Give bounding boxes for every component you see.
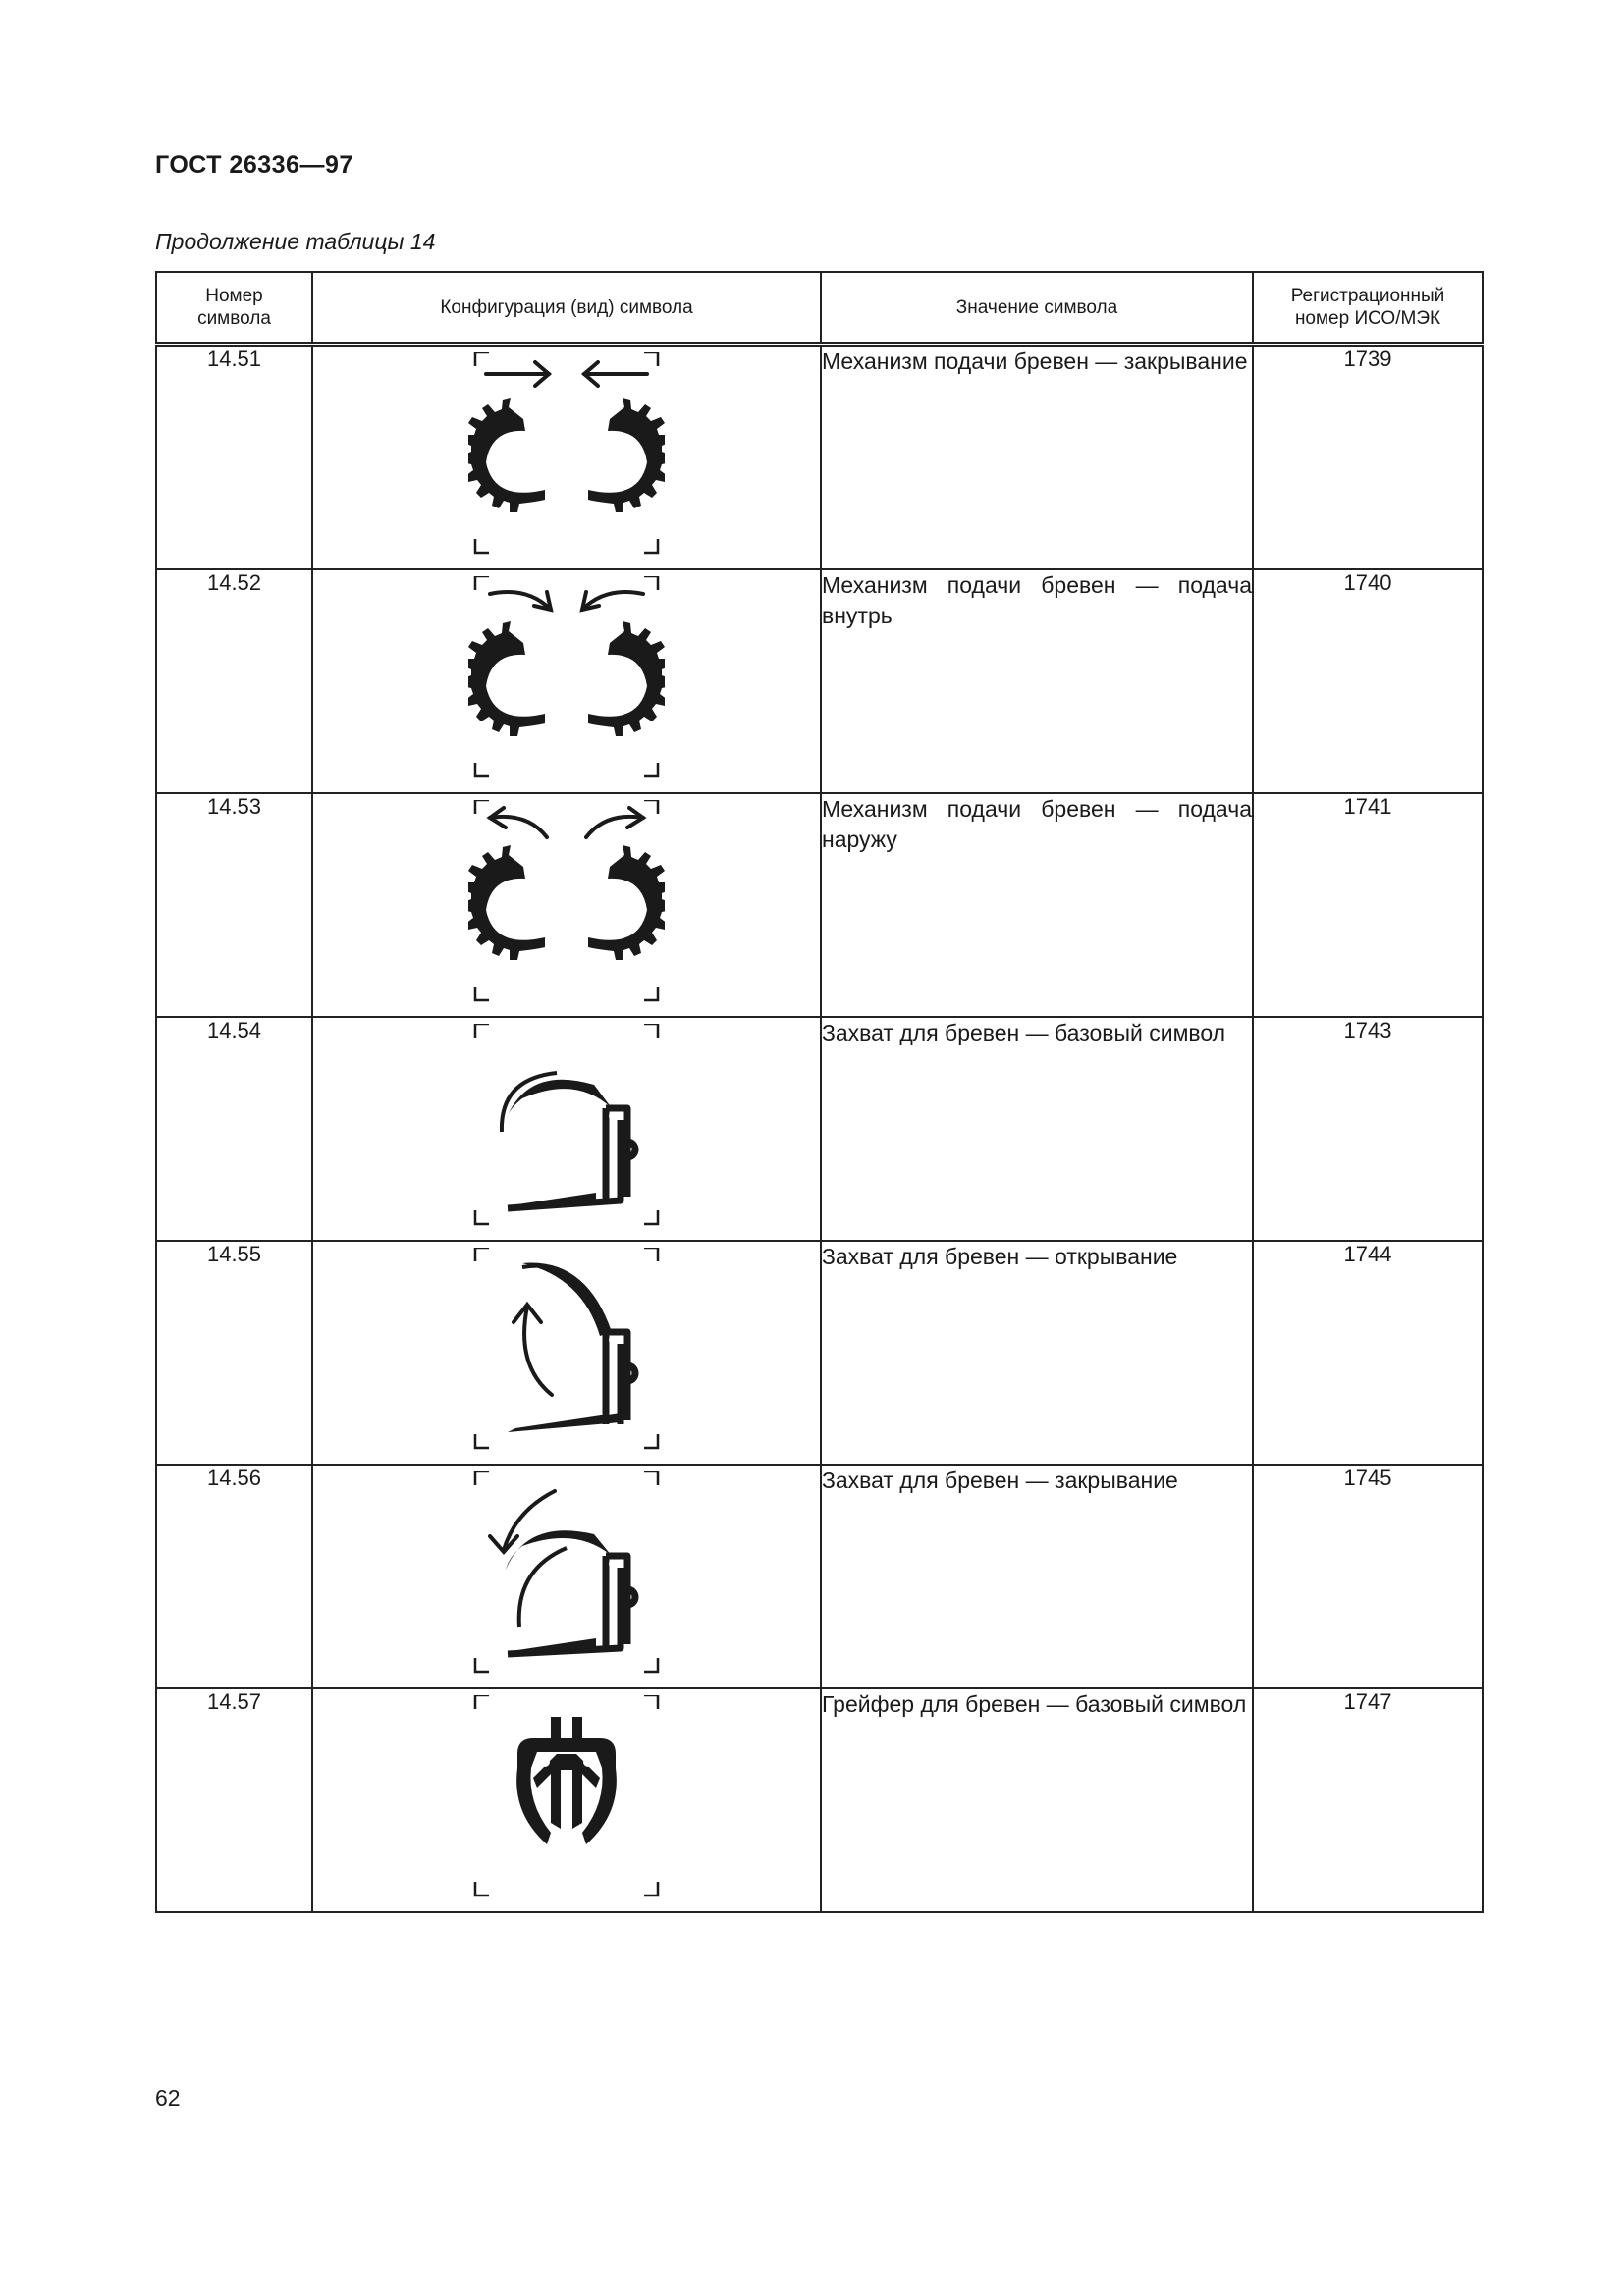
symbol-meaning: Грейфер для бревен — базовый символ [821, 1688, 1253, 1912]
log-grab-basic-icon [468, 1695, 665, 1901]
table-row [156, 345, 1483, 570]
table-row [156, 1688, 1483, 1912]
symbol-number: 14.51 [156, 345, 312, 570]
registration-number: 1740 [1253, 569, 1483, 793]
symbol-configuration [312, 345, 821, 570]
registration-number: 1744 [1253, 1241, 1483, 1465]
document-title: ГОСТ 26336—97 [155, 151, 353, 179]
symbol-meaning: Механизм подачи бревен — подача внутрь [821, 569, 1253, 793]
symbol-meaning: Механизм подачи бревен — подача наружу [821, 793, 1253, 1017]
symbol-meaning: Захват для бревен — закрывание [821, 1465, 1253, 1688]
symbol-meaning: Захват для бревен — открывание [821, 1241, 1253, 1465]
log-feeder-close-icon [468, 352, 665, 559]
symbol-configuration [312, 569, 821, 793]
log-grapple-basic-icon [468, 1024, 665, 1230]
table-row [156, 1465, 1483, 1688]
table-row [156, 1017, 1483, 1241]
registration-number: 1741 [1253, 793, 1483, 1017]
registration-number: 1743 [1253, 1017, 1483, 1241]
symbol-configuration [312, 1241, 821, 1465]
log-grapple-close-icon [468, 1471, 665, 1678]
symbol-number: 14.55 [156, 1241, 312, 1465]
log-feeder-feed-in-icon [468, 576, 665, 782]
table-row [156, 569, 1483, 793]
symbol-configuration [312, 1465, 821, 1688]
symbol-number: 14.52 [156, 569, 312, 793]
log-feeder-feed-out-icon [468, 800, 665, 1006]
registration-number: 1739 [1253, 345, 1483, 570]
table-header-row [156, 272, 1483, 345]
table-row [156, 793, 1483, 1017]
page-number: 62 [155, 2085, 181, 2110]
column-header-meaning: Значение символа [821, 272, 1253, 345]
symbol-number: 14.53 [156, 793, 312, 1017]
table-continuation-caption: Продолжение таблицы 14 [155, 229, 436, 254]
column-header-configuration: Конфигурация (вид) символа [312, 272, 821, 345]
registration-number: 1747 [1253, 1688, 1483, 1912]
table-row [156, 1241, 1483, 1465]
symbols-table [155, 271, 1484, 1913]
symbol-configuration [312, 793, 821, 1017]
registration-number: 1745 [1253, 1465, 1483, 1688]
symbol-number: 14.56 [156, 1465, 312, 1688]
column-header-number: Номер символа [156, 272, 312, 345]
symbol-configuration [312, 1017, 821, 1241]
symbol-number: 14.57 [156, 1688, 312, 1912]
log-grapple-open-icon [468, 1248, 665, 1454]
symbol-number: 14.54 [156, 1017, 312, 1241]
column-header-registration: Регистрационный номер ИСО/МЭК [1253, 272, 1483, 345]
symbol-meaning: Захват для бревен — базовый символ [821, 1017, 1253, 1241]
symbol-meaning: Механизм подачи бревен — закрывание [821, 345, 1253, 570]
symbol-configuration [312, 1688, 821, 1912]
